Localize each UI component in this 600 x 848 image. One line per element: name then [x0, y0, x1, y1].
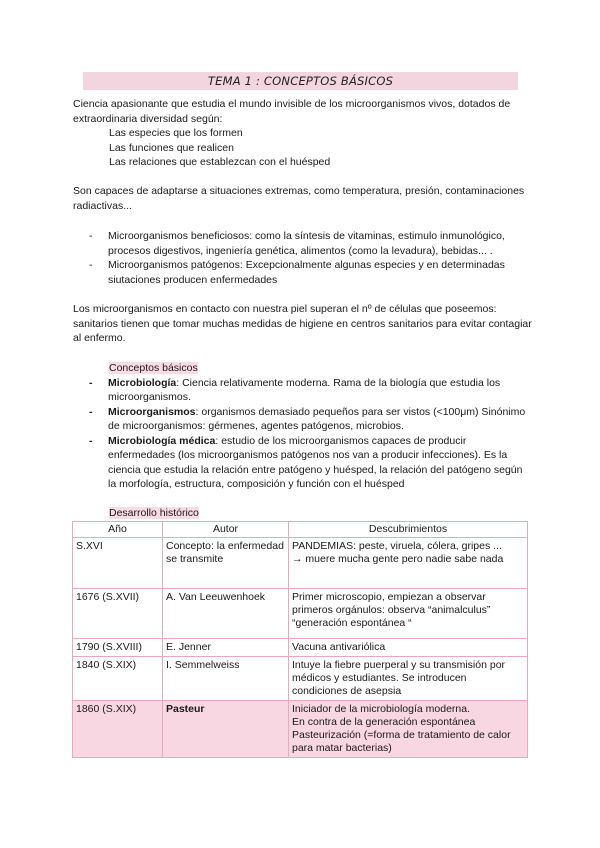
concept-definition: : Ciencia relativamente moderna. Rama de la biología que estudia los microorganismos. [108, 376, 501, 403]
history-table [72, 521, 528, 758]
intro-list-item: Las especies que los formen [109, 127, 243, 139]
discoveries-cell [289, 639, 528, 657]
author-cell [163, 701, 289, 758]
history-heading: Desarrollo histórico [109, 507, 199, 519]
year-cell: 1790 (S.XVIII) [73, 639, 163, 657]
table-row [73, 657, 528, 701]
history-heading-wrap [73, 506, 533, 521]
table-row [73, 589, 528, 639]
concepts-section [73, 361, 533, 492]
column-header-discoveries: Descubrimientos [289, 522, 528, 538]
year-cell: 1676 (S.XVII) [73, 589, 163, 639]
concept-term: Microbiología médica [108, 434, 216, 447]
adaptation-paragraph: Son capaces de adaptarse a situaciones extremas, como temperatura, presión, contaminaciones radiactivas... [73, 185, 525, 212]
concept-definition: : estudio de los microorganismos capaces de producir enfermedades (los microorganismos patógenos nos van a producir infecciones). Es la ciencia que estudia la relación entre patógeno y huésped, la relación del patógeno según la morfología, estructura, composición y función con el huésped [108, 434, 523, 490]
list-item: - Microorganismos beneficiosos: como la síntesis de vitaminas, estimulo inmunológico, procesos digestivos, ingeniería genética, alimentos (como la levadura), bebidas... . [89, 230, 505, 257]
intro-list-item: Las relaciones que establezcan con el huésped [109, 156, 331, 168]
discoveries-cell [289, 701, 528, 758]
concept-item: - Microbiología médica: estudio de los microorganismos capaces de producir enfermedades (los microorganismos patógenos nos van a producir infecciones). Es la ciencia que estudia la relación entre patógeno y huésped, la relación del patógeno según la morfología, estructura, composición y función con el huésped [89, 434, 523, 490]
discovery-line: Intuye la fiebre puerperal y su transmisión por médicos y estudiantes. Se introducen condiciones de asepsia [292, 659, 506, 697]
concept-item: - Microorganismos: organismos demasiado pequeños para ser vistos (<100μm) Sinónimo de microorganismos: gérmenes, agentes patógenos, microbios. [89, 405, 526, 432]
intro-list-item: Las funciones que realicen [109, 141, 234, 154]
year-cell: 1840 (S.XIX) [73, 657, 163, 701]
year-cell: 1860 (S.XIX) [73, 701, 163, 758]
year-cell: S.XVI [73, 538, 163, 589]
discoveries-cell [289, 657, 528, 701]
pathogenic-microorganisms-text: Microorganismos patógenos: Excepcionalmente algunas especies y en determinadas siutaciones producen enfermedades [108, 259, 505, 286]
concept-term: Microbiología [108, 376, 177, 389]
author-cell: Concepto: la enfermedad se transmite [163, 538, 289, 589]
intro-section [73, 97, 533, 170]
table-header-row [73, 522, 528, 538]
discovery-line: → muere mucha gente pero nadie sabe nada [292, 553, 504, 565]
column-header-year: Año [73, 522, 163, 538]
beneficial-microorganisms-text: Microorganismos beneficiosos: como la síntesis de vitaminas, estimulo inmunológico, procesos digestivos, ingeniería genética, alimentos (como la levadura), bebidas... . [108, 230, 505, 257]
concept-term: Microorganismos [108, 405, 196, 418]
discovery-line: Vacuna antivariólica [292, 641, 386, 653]
table-row [73, 538, 528, 589]
concept-definition: : organismos demasiado pequeños para ser vistos (<100μm) Sinónimo de microorganismos: gérmenes, agentes patógenos, microbios. [108, 405, 526, 432]
intro-paragraph: Ciencia apasionante que estudia el mundo invisible de los microorganismos vivos, dotados de extraordinaria diversidad según: [73, 98, 511, 125]
discovery-line: Pasteurización (=forma de tratamiento de calor para matar bacterias) [292, 729, 511, 754]
list-item: - Microorganismos patógenos: Excepcionalmente algunas especies y en determinadas siutaciones producen enfermedades [89, 259, 505, 286]
discoveries-cell [289, 589, 528, 639]
page-title: TEMA 1 : CONCEPTOS BÁSICOS [207, 74, 394, 88]
table-row [73, 639, 528, 657]
author-cell: A. Van Leeuwenhoek [163, 589, 289, 639]
contact-paragraph: Los microorganismos en contacto con nuestra piel superan el nº de células que poseemos: sanitarios tienen que tomar muchas medidas de higiene en centros sanitarios para evitar contagiar al enfermo. [73, 303, 532, 344]
concepts-heading: Conceptos básicos [109, 362, 198, 374]
discovery-line: PANDEMIAS: peste, viruela, cólera, gripes ... [292, 540, 502, 552]
column-header-author: Autor [163, 522, 289, 538]
discovery-line: “generación espontánea “ [292, 617, 412, 629]
author-name: Pasteur [166, 703, 205, 715]
concept-item: - Microbiología: Ciencia relativamente moderna. Rama de la biología que estudia los microorganismos. [89, 376, 501, 403]
discovery-line: En contra de la generación espontánea [292, 716, 476, 728]
table-row [73, 701, 528, 758]
microorganism-types-list [73, 229, 533, 287]
author-cell: I. Semmelweiss [163, 657, 289, 701]
discoveries-cell [289, 538, 528, 589]
author-cell: E. Jenner [163, 639, 289, 657]
page-title-bar [83, 72, 518, 90]
discovery-line: Iniciador de la microbiología moderna. [292, 703, 471, 715]
discovery-line: Primer microscopio, empiezan a observar primeros orgánulos: observa “animalculus” [292, 591, 491, 616]
